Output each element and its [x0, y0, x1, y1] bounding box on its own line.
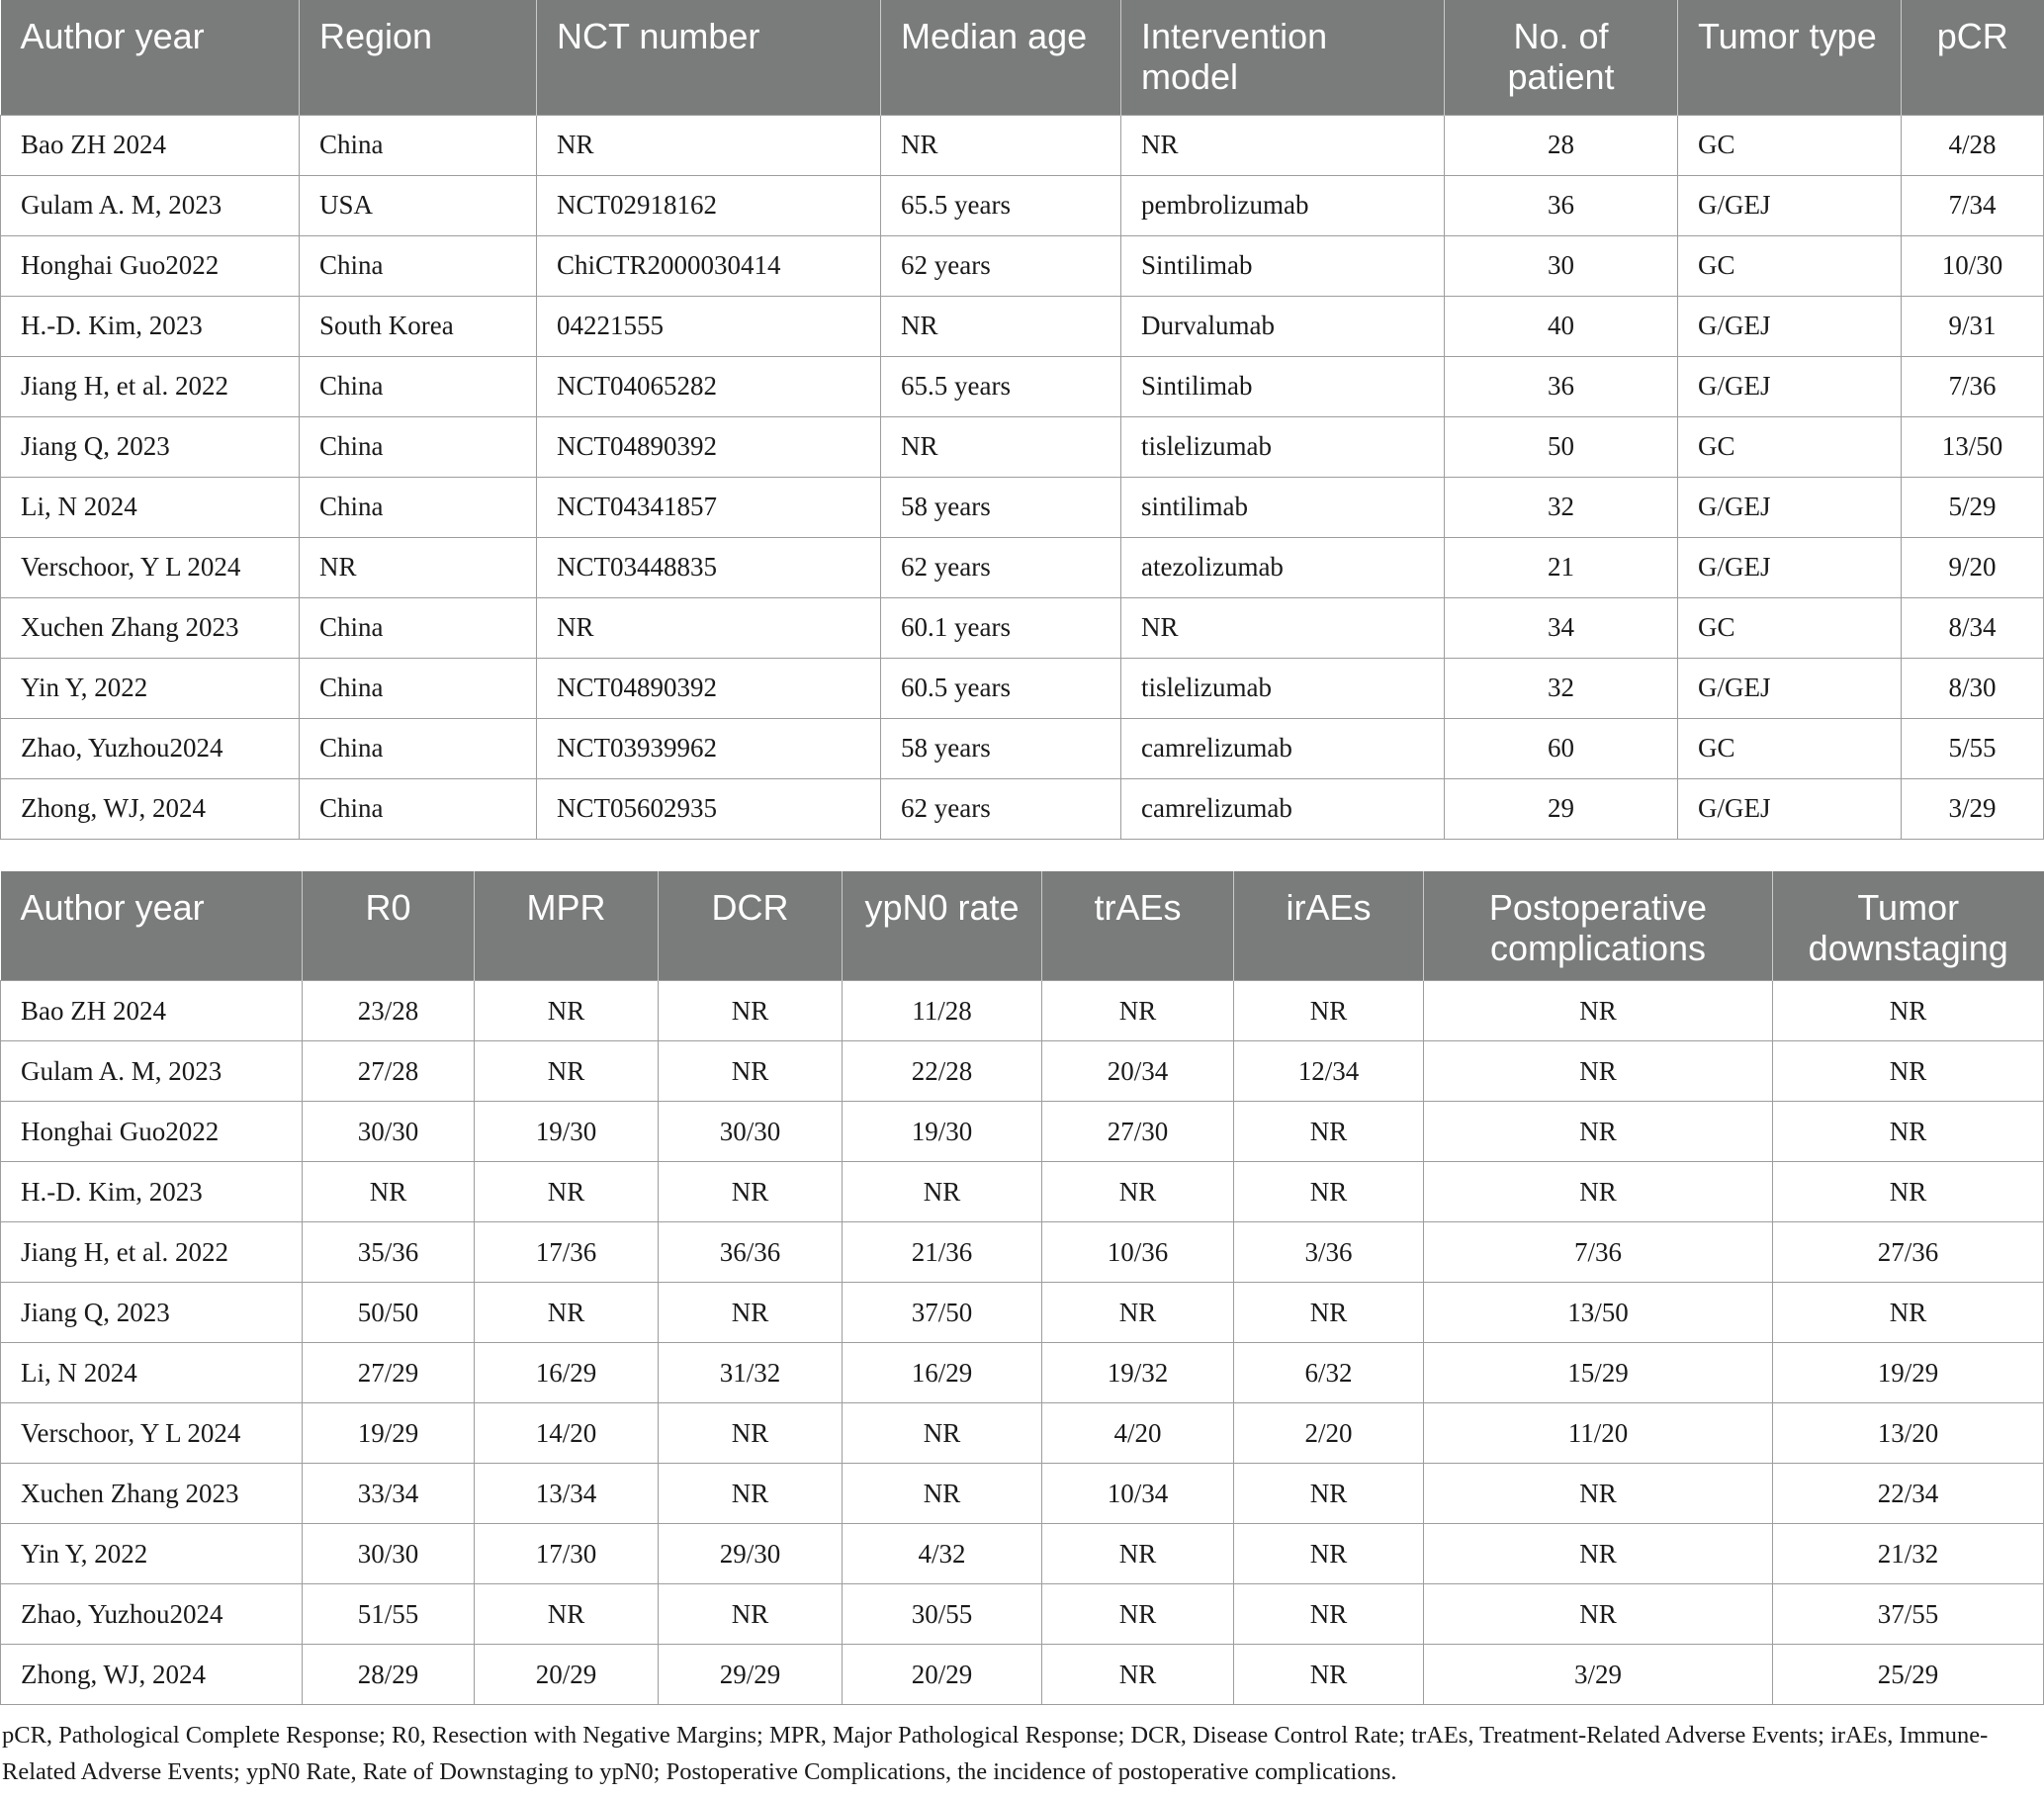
table-cell: 37/55: [1773, 1584, 2044, 1645]
table2-header-iraes: irAEs: [1234, 871, 1424, 981]
table-cell: 30/55: [843, 1584, 1042, 1645]
table-cell: 27/29: [303, 1343, 475, 1403]
table-cell: NR: [1234, 1283, 1424, 1343]
table-cell: NR: [300, 537, 537, 597]
table-row: [1, 477, 2044, 537]
table2-header-author-year: Author year: [1, 871, 303, 981]
table-cell: NR: [659, 1041, 843, 1102]
table-cell: 19/30: [843, 1102, 1042, 1162]
table-cell: 6/32: [1234, 1343, 1424, 1403]
table-cell: 13/50: [1424, 1283, 1773, 1343]
author-year-cell: Jiang H, et al. 2022: [1, 1222, 303, 1283]
table-cell: camrelizumab: [1121, 718, 1445, 778]
table-row: [1, 1162, 2044, 1222]
table-cell: NR: [1234, 1102, 1424, 1162]
table-cell: NR: [1042, 1283, 1234, 1343]
table-row: [1, 778, 2044, 839]
table-cell: G/GEJ: [1678, 658, 1902, 718]
table-cell: tislelizumab: [1121, 658, 1445, 718]
table-cell: 15/29: [1424, 1343, 1773, 1403]
author-year-cell: Zhong, WJ, 2024: [1, 778, 300, 839]
table-cell: 7/36: [1424, 1222, 1773, 1283]
table-row: [1, 296, 2044, 356]
table-cell: NR: [659, 1283, 843, 1343]
table2-header-r0: R0: [303, 871, 475, 981]
table-cell: 23/28: [303, 981, 475, 1041]
table-cell: China: [300, 718, 537, 778]
table-cell: G/GEJ: [1678, 356, 1902, 416]
author-year-cell: Yin Y, 2022: [1, 1524, 303, 1584]
table-cell: G/GEJ: [1678, 778, 1902, 839]
table-cell: 21/32: [1773, 1524, 2044, 1584]
table-cell: NR: [1773, 1283, 2044, 1343]
table-cell: 3/29: [1424, 1645, 1773, 1705]
table-cell: 40: [1445, 296, 1678, 356]
table-cell: NR: [1773, 1102, 2044, 1162]
table-cell: 60: [1445, 718, 1678, 778]
table-row: [1, 658, 2044, 718]
table-cell: NR: [1234, 1584, 1424, 1645]
table-cell: South Korea: [300, 296, 537, 356]
table-cell: NR: [659, 1584, 843, 1645]
table-cell: NCT04341857: [537, 477, 881, 537]
table-cell: 13/50: [1902, 416, 2044, 477]
table-cell: 19/32: [1042, 1343, 1234, 1403]
outcomes-table: [0, 871, 2044, 1705]
table-cell: NR: [537, 597, 881, 658]
table-cell: China: [300, 235, 537, 296]
table-row: [1, 1403, 2044, 1464]
table-cell: 34: [1445, 597, 1678, 658]
table-cell: 04221555: [537, 296, 881, 356]
table-cell: 32: [1445, 477, 1678, 537]
table-cell: Sintilimab: [1121, 235, 1445, 296]
table-cell: G/GEJ: [1678, 296, 1902, 356]
table-cell: 29/30: [659, 1524, 843, 1584]
table-cell: China: [300, 778, 537, 839]
table-footnote: pCR, Pathological Complete Response; R0, Resection with Negative Margins; MPR, Major Pathological Response; DCR, Disease Control Rate; trAEs, Treatment-Related Adverse Events; irAEs, Immune-Related Adverse Events; ypN0 Rate, Rate of Downstaging to ypN0; Postoperative Complications, the incidence of postoperative complications.: [2, 1722, 1989, 1785]
table-cell: NR: [881, 115, 1121, 175]
table-row: [1, 597, 2044, 658]
table-cell: 60.5 years: [881, 658, 1121, 718]
table-cell: 20/29: [475, 1645, 659, 1705]
table-cell: 21: [1445, 537, 1678, 597]
table-cell: China: [300, 356, 537, 416]
table-cell: 27/36: [1773, 1222, 2044, 1283]
table-row: [1, 416, 2044, 477]
table-cell: 65.5 years: [881, 175, 1121, 235]
table-cell: 29: [1445, 778, 1678, 839]
table-cell: NR: [843, 1464, 1042, 1524]
table-cell: 27/28: [303, 1041, 475, 1102]
table-cell: NR: [1234, 1162, 1424, 1222]
table-cell: 37/50: [843, 1283, 1042, 1343]
author-year-cell: Xuchen Zhang 2023: [1, 597, 300, 658]
table1-header-median-age: Median age: [881, 0, 1121, 115]
table-cell: 20/29: [843, 1645, 1042, 1705]
table2-header-traes: trAEs: [1042, 871, 1234, 981]
table-cell: 3/29: [1902, 778, 2044, 839]
table-cell: 16/29: [843, 1343, 1042, 1403]
table-cell: 9/31: [1902, 296, 2044, 356]
author-year-cell: Xuchen Zhang 2023: [1, 1464, 303, 1524]
table-cell: 16/29: [475, 1343, 659, 1403]
table-cell: 32: [1445, 658, 1678, 718]
table-cell: NR: [1121, 115, 1445, 175]
table-cell: 13/34: [475, 1464, 659, 1524]
table-cell: NR: [1234, 1645, 1424, 1705]
table-cell: NR: [1121, 597, 1445, 658]
table-cell: 30/30: [303, 1524, 475, 1584]
table-cell: 7/36: [1902, 356, 2044, 416]
table2-header-dcr: DCR: [659, 871, 843, 981]
table-cell: NR: [1234, 981, 1424, 1041]
table-cell: NR: [1042, 1524, 1234, 1584]
table-cell: 62 years: [881, 537, 1121, 597]
table-row: [1, 537, 2044, 597]
table-cell: 9/20: [1902, 537, 2044, 597]
table-cell: ChiCTR2000030414: [537, 235, 881, 296]
table-cell: NR: [1773, 1162, 2044, 1222]
author-year-cell: H.-D. Kim, 2023: [1, 1162, 303, 1222]
table-cell: 36/36: [659, 1222, 843, 1283]
table2-header-ypn0-rate: ypN0 rate: [843, 871, 1042, 981]
table-cell: NR: [1773, 1041, 2044, 1102]
table1-header-pcr: pCR: [1902, 0, 2044, 115]
table-cell: 22/34: [1773, 1464, 2044, 1524]
table-cell: 8/30: [1902, 658, 2044, 718]
table2-header-row: [1, 871, 2044, 981]
author-year-cell: Verschoor, Y L 2024: [1, 537, 300, 597]
table-cell: tislelizumab: [1121, 416, 1445, 477]
table-cell: USA: [300, 175, 537, 235]
table-cell: NR: [659, 981, 843, 1041]
table-cell: 4/20: [1042, 1403, 1234, 1464]
table-cell: NR: [1042, 1645, 1234, 1705]
table-cell: NR: [475, 1584, 659, 1645]
table-cell: NR: [1234, 1524, 1424, 1584]
table-cell: GC: [1678, 416, 1902, 477]
table-cell: Sintilimab: [1121, 356, 1445, 416]
table-cell: G/GEJ: [1678, 537, 1902, 597]
table-cell: NR: [1424, 1041, 1773, 1102]
table-cell: 13/20: [1773, 1403, 2044, 1464]
table-cell: 50/50: [303, 1283, 475, 1343]
table-cell: 25/29: [1773, 1645, 2044, 1705]
table1-header-no-of-patient: No. of patient: [1445, 0, 1678, 115]
table-cell: NCT03939962: [537, 718, 881, 778]
table-cell: 21/36: [843, 1222, 1042, 1283]
table-cell: 5/29: [1902, 477, 2044, 537]
table-cell: 12/34: [1234, 1041, 1424, 1102]
author-year-cell: H.-D. Kim, 2023: [1, 296, 300, 356]
table-cell: 4/28: [1902, 115, 2044, 175]
table-cell: 10/36: [1042, 1222, 1234, 1283]
author-year-cell: Bao ZH 2024: [1, 115, 300, 175]
table-row: [1, 235, 2044, 296]
table-cell: 29/29: [659, 1645, 843, 1705]
author-year-cell: Gulam A. M, 2023: [1, 175, 300, 235]
table-cell: NR: [537, 115, 881, 175]
table-row: [1, 1102, 2044, 1162]
table-cell: 10/34: [1042, 1464, 1234, 1524]
table-row: [1, 1524, 2044, 1584]
table-cell: 19/29: [1773, 1343, 2044, 1403]
table-cell: NCT04065282: [537, 356, 881, 416]
table-cell: 10/30: [1902, 235, 2044, 296]
table-row: [1, 1343, 2044, 1403]
table2-header-postoperative-complications: Postoperative complications: [1424, 871, 1773, 981]
table-cell: 28: [1445, 115, 1678, 175]
table-cell: NR: [1234, 1464, 1424, 1524]
table-cell: atezolizumab: [1121, 537, 1445, 597]
table-cell: pembrolizumab: [1121, 175, 1445, 235]
table-cell: NR: [1424, 1584, 1773, 1645]
table-cell: 14/20: [475, 1403, 659, 1464]
table-cell: 30/30: [659, 1102, 843, 1162]
table-cell: 33/34: [303, 1464, 475, 1524]
table-cell: NCT02918162: [537, 175, 881, 235]
table-row: [1, 1222, 2044, 1283]
table-cell: 19/30: [475, 1102, 659, 1162]
table-cell: 36: [1445, 356, 1678, 416]
table-cell: NR: [1424, 1524, 1773, 1584]
author-year-cell: Yin Y, 2022: [1, 658, 300, 718]
table-cell: 20/34: [1042, 1041, 1234, 1102]
author-year-cell: Honghai Guo2022: [1, 1102, 303, 1162]
table-cell: NR: [659, 1403, 843, 1464]
table-cell: NR: [1424, 1464, 1773, 1524]
table-cell: China: [300, 416, 537, 477]
author-year-cell: Verschoor, Y L 2024: [1, 1403, 303, 1464]
table-cell: NR: [475, 1041, 659, 1102]
table-cell: Durvalumab: [1121, 296, 1445, 356]
author-year-cell: Li, N 2024: [1, 477, 300, 537]
table-cell: 30: [1445, 235, 1678, 296]
author-year-cell: Li, N 2024: [1, 1343, 303, 1403]
table2-body: [1, 981, 2044, 1705]
table-cell: 36: [1445, 175, 1678, 235]
table-cell: NR: [303, 1162, 475, 1222]
table-cell: 4/32: [843, 1524, 1042, 1584]
table-cell: 50: [1445, 416, 1678, 477]
table1-body: [1, 115, 2044, 839]
table-cell: 17/36: [475, 1222, 659, 1283]
table-cell: 17/30: [475, 1524, 659, 1584]
table1-header-nct-number: NCT number: [537, 0, 881, 115]
table-cell: NR: [475, 1162, 659, 1222]
author-year-cell: Bao ZH 2024: [1, 981, 303, 1041]
table-cell: 22/28: [843, 1041, 1042, 1102]
table-row: [1, 115, 2044, 175]
table-cell: 35/36: [303, 1222, 475, 1283]
table-cell: 65.5 years: [881, 356, 1121, 416]
table-cell: China: [300, 115, 537, 175]
table-cell: China: [300, 658, 537, 718]
table-row: [1, 1464, 2044, 1524]
table-row: [1, 981, 2044, 1041]
table-cell: China: [300, 597, 537, 658]
table-cell: NR: [1424, 1102, 1773, 1162]
table-cell: NR: [843, 1162, 1042, 1222]
table-cell: NR: [1042, 1584, 1234, 1645]
table-cell: NCT04890392: [537, 658, 881, 718]
table-cell: 27/30: [1042, 1102, 1234, 1162]
table-cell: 28/29: [303, 1645, 475, 1705]
table-row: [1, 356, 2044, 416]
table-cell: camrelizumab: [1121, 778, 1445, 839]
study-characteristics-table: [0, 0, 2044, 840]
table-cell: NCT03448835: [537, 537, 881, 597]
table-cell: NR: [659, 1464, 843, 1524]
table-cell: NR: [1773, 981, 2044, 1041]
table-cell: GC: [1678, 718, 1902, 778]
table-cell: 11/20: [1424, 1403, 1773, 1464]
table-cell: 11/28: [843, 981, 1042, 1041]
table-cell: 58 years: [881, 718, 1121, 778]
table-cell: NCT04890392: [537, 416, 881, 477]
table-cell: 19/29: [303, 1403, 475, 1464]
table-cell: 30/30: [303, 1102, 475, 1162]
author-year-cell: Honghai Guo2022: [1, 235, 300, 296]
author-year-cell: Zhao, Yuzhou2024: [1, 1584, 303, 1645]
table-row: [1, 1041, 2044, 1102]
table-cell: GC: [1678, 597, 1902, 658]
table-cell: 8/34: [1902, 597, 2044, 658]
table-row: [1, 1283, 2044, 1343]
table2-header-mpr: MPR: [475, 871, 659, 981]
author-year-cell: Zhao, Yuzhou2024: [1, 718, 300, 778]
table-cell: 31/32: [659, 1343, 843, 1403]
table-row: [1, 175, 2044, 235]
author-year-cell: Gulam A. M, 2023: [1, 1041, 303, 1102]
table1-header-region: Region: [300, 0, 537, 115]
table-cell: NR: [475, 981, 659, 1041]
table-row: [1, 1645, 2044, 1705]
table-cell: 2/20: [1234, 1403, 1424, 1464]
table-cell: 62 years: [881, 778, 1121, 839]
author-year-cell: Jiang Q, 2023: [1, 416, 300, 477]
table-cell: NR: [881, 296, 1121, 356]
table-cell: NR: [1042, 1162, 1234, 1222]
table-cell: GC: [1678, 235, 1902, 296]
table-row: [1, 1584, 2044, 1645]
table-cell: 62 years: [881, 235, 1121, 296]
table-cell: G/GEJ: [1678, 175, 1902, 235]
table-row: [1, 718, 2044, 778]
table-cell: GC: [1678, 115, 1902, 175]
table-cell: China: [300, 477, 537, 537]
table-cell: G/GEJ: [1678, 477, 1902, 537]
table-cell: 60.1 years: [881, 597, 1121, 658]
table-cell: NR: [1042, 981, 1234, 1041]
table-cell: 7/34: [1902, 175, 2044, 235]
table-cell: NR: [475, 1283, 659, 1343]
table2-header-tumor-downstaging: Tumor downstaging: [1773, 871, 2044, 981]
table-cell: NR: [659, 1162, 843, 1222]
author-year-cell: Zhong, WJ, 2024: [1, 1645, 303, 1705]
table1-header-row: [1, 0, 2044, 115]
table-cell: sintilimab: [1121, 477, 1445, 537]
table-cell: NR: [881, 416, 1121, 477]
table-cell: 5/55: [1902, 718, 2044, 778]
table-cell: NR: [843, 1403, 1042, 1464]
table-cell: NR: [1424, 981, 1773, 1041]
table1-header-tumor-type: Tumor type: [1678, 0, 1902, 115]
table1-header-intervention-model: Intervention model: [1121, 0, 1445, 115]
table-cell: 58 years: [881, 477, 1121, 537]
author-year-cell: Jiang H, et al. 2022: [1, 356, 300, 416]
author-year-cell: Jiang Q, 2023: [1, 1283, 303, 1343]
table-cell: 51/55: [303, 1584, 475, 1645]
table1-header-author-year: Author year: [1, 0, 300, 115]
table-cell: 3/36: [1234, 1222, 1424, 1283]
table-cell: NCT05602935: [537, 778, 881, 839]
table-cell: NR: [1424, 1162, 1773, 1222]
